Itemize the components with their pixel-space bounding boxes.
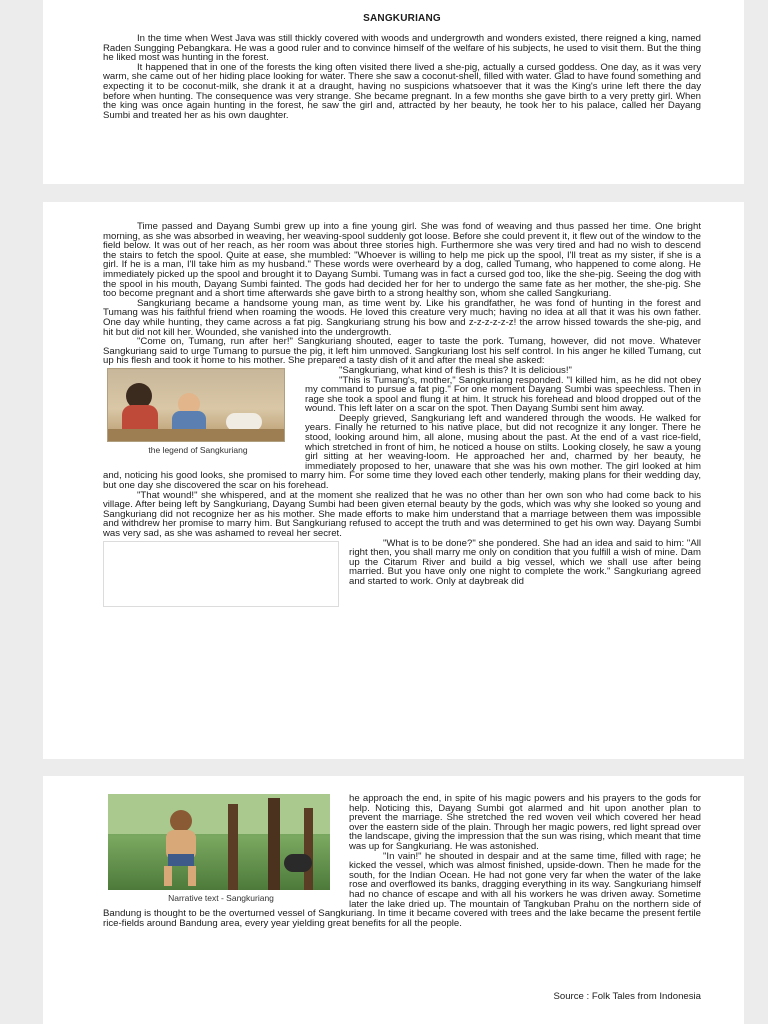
paragraph: Time passed and Dayang Sumbi grew up into a fine young girl. She was fond of weaving and thus passed her time. One bright morning, as she was absorbed in weaving, her weaving-spool suddenly got loose. Before she could prevent it, it flew out of the window to the field below. It was out of her reach, as her room was about three stories high. Furthermore she was very tired and had no wish to descend the stairs to fetch the spool. Quite at ease, she mumbled: "Whoever is willing to help me pick up the spool, I'll treat as my sister, if she is a girl. If he is a man, I'll take him as my husband." These words were overheard by a dog, called Tumang, who happened to come along. He immediately picked up the spool and brought it to Dayang Sumbi. Tumang was in fact a cursed god too, like the she-pig. Seeing the dog with the spool in his mouth, Dayang Sumbi fainted. The gods had decided her for her to undergo the same fate as her mother, the she-pig. She too become pregnant and a short time afterwards she gave birth to a strong healthy son, whom she called Sangkuriang. xyxy=(103,221,701,300)
paragraph: Deeply grieved, Sangkuriang left and wandered through the woods. He walked for years. Finally he returned to his native place, but did not recognize it any longer. There he stood, looking around him, all alone, musing about the past. At the end of a vast rice-field, which stretched in front of him, he noticed a house on stilts. Looking closely, he saw a young girl sitting at her weaving-loom. He approached her and, charmed by her beauty, he immediately proposed to her, unaware that she was his own mother. The girl looked at him and, noticing his good looks, she promised to marry him. For some time they loved each other tenderly, making plans for their wedding day, but one day she discovered the scar on his forehead. xyxy=(103,412,701,492)
illustration-image xyxy=(108,794,330,890)
page-1-body xyxy=(103,34,701,120)
page-2 xyxy=(43,202,744,759)
illustration-image xyxy=(107,368,285,442)
paragraph: "This is Tumang's, mother," Sangkuriang responded. "I killed him, as he did not obey my command to pursue a fat pig." For one moment Dayang Sumbi was speechless. Then in rage she took a spool and flung it at him. It struck his forehead and blood dropped out of the wound. This left later on a scar on the spot. Then Dayang Sumbi sent him away. xyxy=(305,374,701,415)
paragraph: It happened that in one of the forests the king often visited there lived a she-pig, actually a cursed goddess. One day, as it was very warm, she came out of her hiding place looking for water. There she saw a coconut-shell, filled with water. Glad to have found something and expecting it to be coconut-milk, she drank it at a draught, having no suspicions whatsoever that it was the King's urine left there the day before when hunting. The consequence was very strange. She became pregnant. In a few months she gave birth to a very pretty girl. When the king was once again hunting in the forest, he saw the girl and, attracted by her beauty, he took her to his palace, called her Dayang Sumbi and treated her as his own daughter. xyxy=(103,61,701,121)
paragraph: "That wound!" she whispered, and at the moment she realized that he was no other than her own son who had come back to his village. After being left by Sangkuriang, Dayang Sumbi had been given eternal beauty by the gods, which was why she looked so young and Sangkuriang did not recognize her as his mother. She made efforts to make him understand that a marriage between them was impossible and withdrew her promise to marry him. But Sangkuriang refused to accept the truth and was determined to get his own way. Dayang Sumbi was very sad, as she was ashamed to reveal her secret. xyxy=(103,489,701,539)
paragraph: "Sangkuriang, what kind of flesh is this? It is delicious!" xyxy=(339,364,572,376)
figure-caption: Narrative text - Sangkuriang xyxy=(168,893,274,903)
page-1 xyxy=(43,0,744,184)
paragraph: "What is to be done?" she pondered. She had an idea and said to him: "All right then, you shall marry me only on condition that you fulfill a wish of mine. Dam up the Citarum River and build a big vessel, which we shall use after being married. But you have only one night to complete the work." Sangkuriang agreed and started to work. Only at daybreak did xyxy=(349,537,701,587)
paragraph: "In vain!" he shouted in despair and at the same time, filled with rage; he kicked the vessel, which was almost finished, upside-down. Then he made for the south, for the Indian Ocean. He had not gone very far when the water of the lake rose and overflowed its banks, dragging everything in its way. Sangkuriang himself had no chance of escape and with all his workers he was driven away. Sometime later the lake dried up. The mountain of Tangkuban Prahu on the northern side of Bandung is thought to be the overturned vessel of Sangkuriang. In time it became covered with trees and the lake became the present fertile rice-fields around Bandung area, every year yielding great benefits for all the people. xyxy=(103,850,701,929)
paragraph: In the time when West Java was still thickly covered with woods and undergrowth and wonders existed, there reigned a king, named Raden Sungging Pebangkara. He was a good ruler and to convince himself of the welfare of his subjects, he used to visit them. But the thing he liked most was hunting in the forest. xyxy=(103,33,701,64)
page-3 xyxy=(43,776,744,1024)
page-3-body xyxy=(103,776,701,928)
legend-illustration xyxy=(103,368,293,460)
paragraph: he approach the end, in spite of his magic powers and his prayers to the gods for help. Noticing this, Dayang Sumbi got alarmed and hit upon another plan to prevent the marriage. She stretched the red woven veil which covered her head over the eastern side of the plain. Through her magic powers, red light spread over the landscape, giving the impression that the sun was rising, which meant that time was up for Sangkuriang. He was astonished. xyxy=(349,793,701,852)
paragraph: Sangkuriang became a handsome young man, as time went by. Like his grandfather, he was fond of hunting in the forest and Tumang was his faithful friend when roaming the woods. He loved this creature very much; having no idea at all that it was his own father. One day while hunting, they came across a fat pig. Sangkuriang strung his bow and z-z-z-z-z-z! the arrow hissed towards the she-pig, and hit but did not kill her. Wounded, she vanished into the undergrowth. xyxy=(103,297,701,338)
story-title: SANGKURIANG xyxy=(363,13,441,24)
narrative-illustration xyxy=(103,794,339,902)
figure-caption: the legend of Sangkuriang xyxy=(148,444,248,455)
source-credit: Source : Folk Tales from Indonesia xyxy=(553,991,701,1002)
page-2-body xyxy=(103,202,701,587)
paragraph: "Come on, Tumang, run after her!" Sangkuriang shouted, eager to taste the pork. Tumang, however, did not move. Whatever Sangkuriang said to urge Tumang to pursue the pig, it left him unmoved. Sangkuriang lost his self control. In his anger he killed Tumang, cut up his flesh and took it home to his mother. She prepared a tasty dish of it and after the meal she asked: xyxy=(103,336,701,367)
blank-figure-box xyxy=(103,541,339,607)
